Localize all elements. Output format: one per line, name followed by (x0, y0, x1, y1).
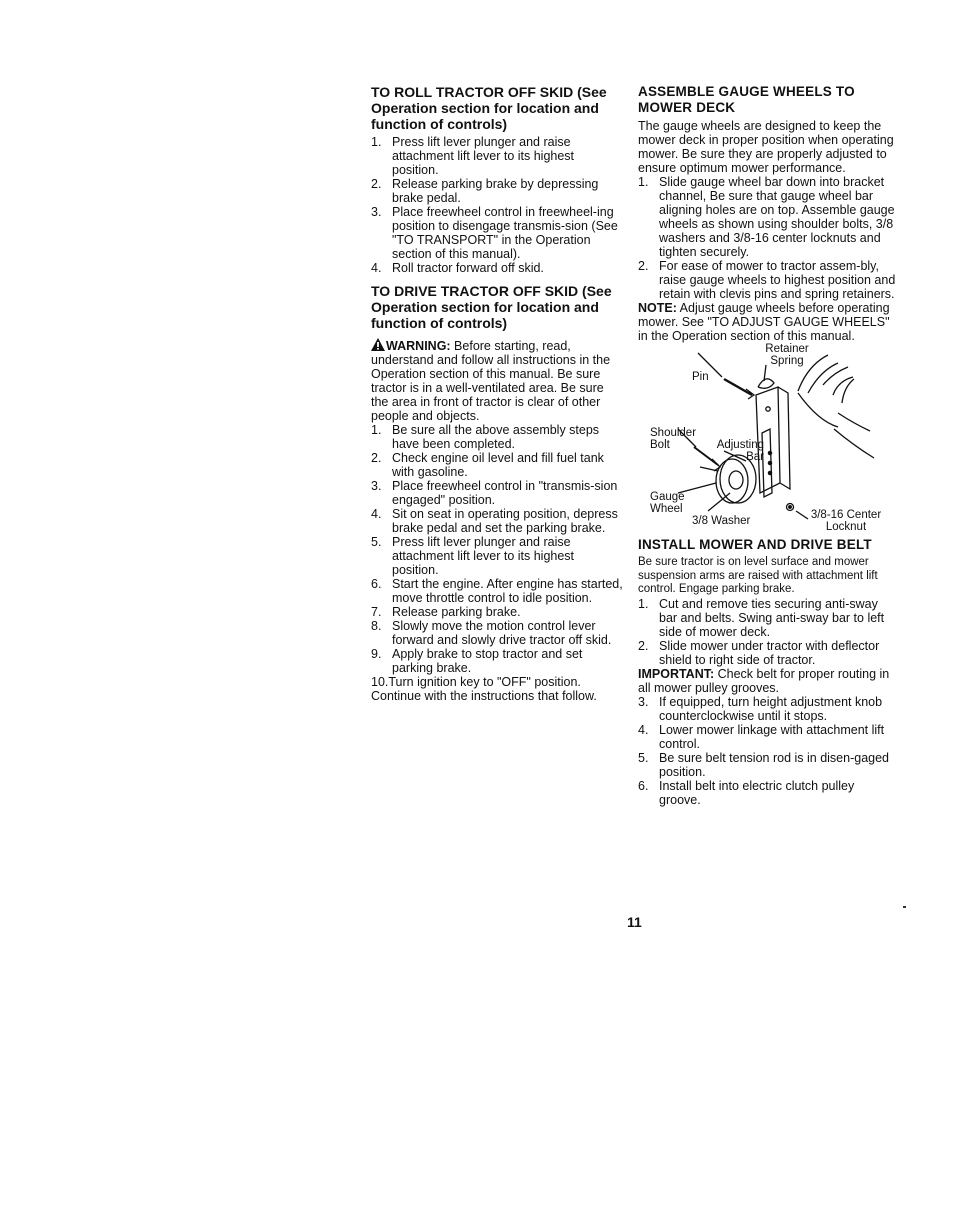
list-item: 6. Install belt into electric clutch pulley groove. (638, 778, 855, 807)
list-item: 2. Slide mower under tractor with deflector shield to right side of tractor. (638, 638, 880, 667)
list-item: 2. Check engine oil level and fill fuel tank with gasoline. (371, 451, 604, 479)
warning-paragraph: WARNING: Before starting, read, understand and follow all instructions in the Operation section of this manual. Be sure tractor is in a well-ventilated area. Be sure the area in front of tractor is clear of other people and objects. (371, 339, 611, 423)
warning-icon (371, 338, 385, 351)
list-item: 4. Roll tractor forward off skid. (371, 261, 544, 275)
install-mower-heading: INSTALL MOWER AND DRIVE BELT (638, 537, 872, 552)
warning-label: WARNING: (386, 339, 451, 353)
list-item: 5. Press lift lever plunger and raise attachment lift lever to its highest position. (371, 535, 575, 577)
roll-off-skid-heading: TO ROLL TRACTOR OFF SKID (See Operation section for location and function of controls) (371, 84, 607, 132)
continue-text: Continue with the instructions that follow. (371, 689, 597, 703)
gauge-wheels-heading: ASSEMBLE GAUGE WHEELS TO MOWER DECK (638, 84, 855, 115)
washer-label: 3/8 Washer (692, 515, 751, 527)
list-item: 1. Be sure all the above assembly steps have been completed. (371, 423, 600, 451)
list-item: 4. Lower mower linkage with attachment lift control. (638, 722, 885, 751)
step-ten: 10.Turn ignition key to "OFF" position. (371, 675, 581, 689)
note-paragraph: NOTE: Adjust gauge wheels before operating mower. See "TO ADJUST GAUGE WHEELS" in the Operation section of this manual. (638, 301, 890, 343)
gauge-wheel-label: Gauge Wheel (650, 491, 685, 515)
drive-off-skid-heading: TO DRIVE TRACTOR OFF SKID (See Operation section for location and function of controls) (371, 283, 612, 331)
list-item: 6. Start the engine. After engine has started, move throttle control to idle position. (371, 577, 623, 605)
scan-mark (903, 906, 906, 908)
list-item: 1. Cut and remove ties securing anti-sway bar and belts. Swing anti-sway bar to left side of mower deck. (638, 596, 885, 639)
gauge-wheel-figure (638, 343, 896, 533)
drive-off-skid-steps (371, 423, 623, 675)
list-item: 2. Release parking brake by depressing brake pedal. (371, 177, 599, 205)
roll-off-skid-steps (371, 135, 623, 275)
list-item: 8. Slowly move the motion control lever forward and slowly drive tractor off skid. (371, 619, 612, 647)
install-steps-a (638, 597, 896, 667)
note-label: NOTE: (638, 301, 677, 315)
list-item: 5. Be sure belt tension rod is in disen-gaged position. (638, 750, 890, 779)
list-item: 4. Sit on seat in operating position, depress brake pedal and set the parking brake. (371, 507, 618, 535)
retainer-spring-label: Retainer Spring (765, 343, 809, 367)
shoulder-bolt-label: Shoulder Bolt (650, 427, 697, 451)
list-item: 9. Apply brake to stop tractor and set parking brake. (371, 647, 583, 675)
gauge-intro: The gauge wheels are designed to keep the mower deck in proper position when operating mower. Be sure they are properly adjusted to ensure optimum mower performance. (638, 119, 894, 175)
install-steps-b (638, 695, 896, 807)
right-column (638, 84, 896, 807)
list-item: 3. Place freewheel control in "transmis-sion engaged" position. (371, 479, 618, 507)
left-column (371, 84, 623, 703)
pin-label: Pin (692, 371, 709, 383)
install-intro: Be sure tractor is on level surface and mower suspension arms are raised with attachment lift control. Engage parking brake. (638, 556, 878, 595)
list-item: 1. Slide gauge wheel bar down into bracket channel, Be sure that gauge wheel bar aligning holes are on top. Assemble gauge wheels as shown using shoulder bolts, 3/8 washers and 3/8-16 center locknuts and tighten securely. (638, 175, 895, 259)
important-paragraph: IMPORTANT: Check belt for proper routing in all mower pulley grooves. (638, 666, 890, 695)
list-item: 1. Press lift lever plunger and raise attachment lift lever to its highest position. (371, 135, 575, 177)
list-item: 2. For ease of mower to tractor assem-bly, raise gauge wheels to highest position and retain with clevis pins and spring retainers. (638, 259, 896, 301)
adjusting-bar-label: Adjusting Bar (716, 439, 764, 463)
list-item: 3. Place freewheel control in freewheel-ing position to disengage transmis-sion (See "TO TRANSPORT" in the Operation section of this manual). (371, 205, 618, 261)
important-label: IMPORTANT: (638, 666, 715, 681)
locknut-label: 3/8-16 Center Locknut (810, 509, 882, 533)
list-item: 7. Release parking brake. (371, 605, 521, 619)
list-item: 3. If equipped, turn height adjustment knob counterclockwise until it stops. (638, 694, 883, 723)
gauge-wheel-steps (638, 175, 896, 301)
page-number: 11 (627, 914, 642, 930)
